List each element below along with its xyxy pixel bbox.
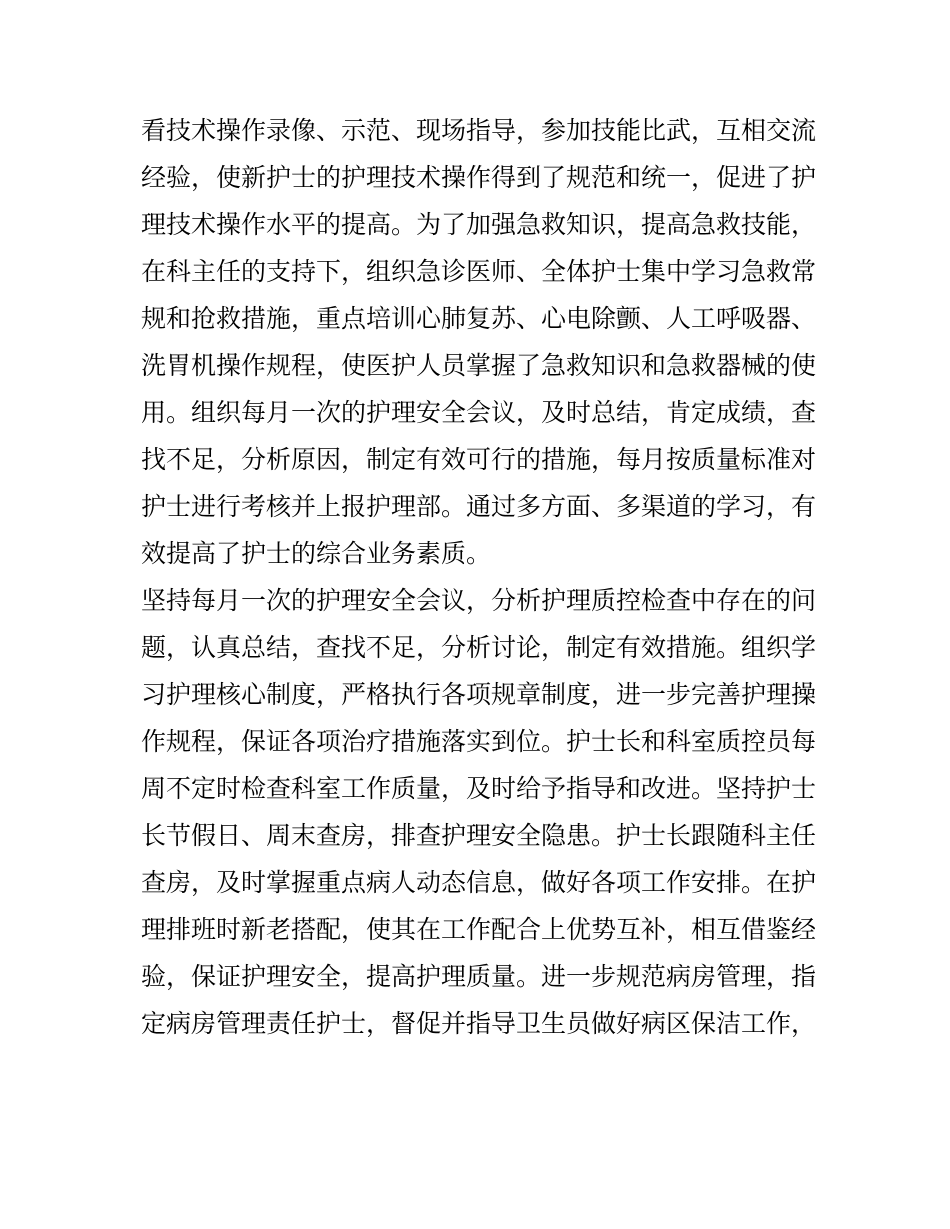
paragraph-line: 题，认真总结，查找不足，分析讨论，制定有效措施。组织学 [141, 633, 817, 662]
paragraph-line: 用。组织每月一次的护理安全会议，及时总结，肯定成绩，查 [141, 398, 817, 427]
paragraph-line: 作规程，保证各项治疗措施落实到位。护士长和科室质控员每 [141, 727, 817, 756]
paragraph-1 [141, 107, 831, 577]
paragraph-line: 洗胃机操作规程，使医护人员掌握了急救知识和急救器械的使 [141, 351, 817, 380]
paragraph-line: 看技术操作录像、示范、现场指导，参加技能比武，互相交流 [141, 116, 817, 145]
paragraph-line: 周不定时检查科室工作质量，及时给予指导和改进。坚持护士 [141, 774, 817, 803]
paragraph-line: 长节假日、周末查房，排查护理安全隐患。护士长跟随科主任 [141, 821, 817, 850]
paragraph-line: 理排班时新老搭配，使其在工作配合上优势互补，相互借鉴经 [141, 915, 817, 944]
paragraph-line: 定病房管理责任护士，督促并指导卫生员做好病区保洁工作， [141, 1009, 817, 1038]
paragraph-line: 找不足，分析原因，制定有效可行的措施，每月按质量标准对 [141, 445, 817, 474]
paragraph-line: 效提高了护士的综合业务素质。 [141, 539, 492, 568]
paragraph-line: 护士进行考核并上报护理部。通过多方面、多渠道的学习，有 [141, 492, 817, 521]
paragraph-line: 查房，及时掌握重点病人动态信息，做好各项工作安排。在护 [141, 868, 817, 897]
paragraph-line: 坚持每月一次的护理安全会议，分析护理质控检查中存在的问 [141, 586, 817, 615]
paragraph-line: 经验，使新护士的护理技术操作得到了规范和统一，促进了护 [141, 163, 817, 192]
paragraph-line: 理技术操作水平的提高。为了加强急救知识，提高急救技能， [141, 210, 817, 239]
paragraph-line: 习护理核心制度，严格执行各项规章制度，进一步完善护理操 [141, 680, 817, 709]
paragraph-line: 规和抢救措施，重点培训心肺复苏、心电除颤、人工呼吸器、 [141, 304, 817, 333]
paragraph-2 [141, 577, 831, 1047]
paragraph-line: 在科主任的支持下，组织急诊医师、全体护士集中学习急救常 [141, 257, 817, 286]
paragraph-line: 验，保证护理安全，提高护理质量。进一步规范病房管理，指 [141, 962, 817, 991]
